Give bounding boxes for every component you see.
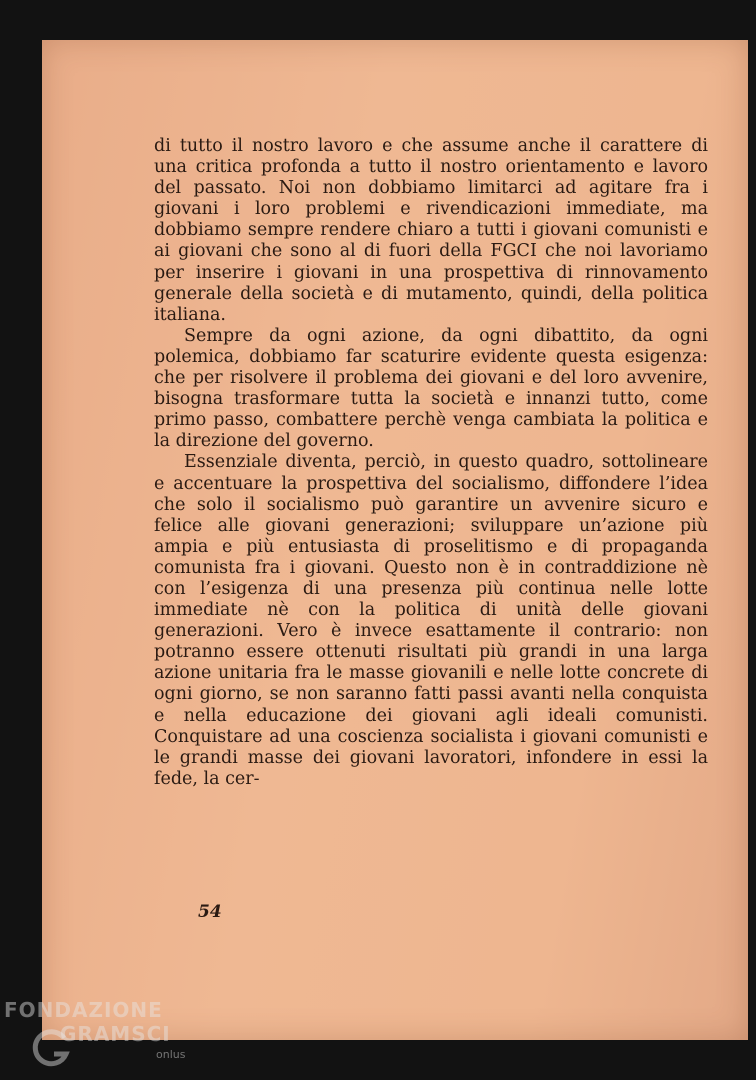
watermark-line2: GRAMSCI — [60, 1022, 171, 1046]
fondazione-gramsci-watermark — [4, 998, 204, 1078]
body-text — [154, 136, 708, 790]
watermark-line1: FONDAZIONE — [4, 998, 163, 1022]
paragraph-3: Essenziale diventa, perciò, in questo quadro, sottolineare e accentuare la prospettiva del socialismo, diffondere l’idea che solo il socialismo può garantire un avvenire sicuro e felice alle giovani generazioni; sviluppare un’azione più ampia e più entusiasta di proselitismo e di propaganda comunista fra i giovani. Questo non è in contraddizione nè con l’esigenza di una presenza più continua nelle lotte immediate nè con la politica di unità delle giovani generazioni. Vero è invece esattamente il contrario: non potranno essere ottenuti risultati più grandi in una larga azione unitaria fra le masse giovanili e nelle lotte concrete di ogni giorno, se non saranno fatti passi avanti nella conquista e nella educazione dei giovani agli ideali comunisti. Conquistare ad una coscienza socialista i giovani comunisti e le grandi masse dei giovani lavoratori, infondere in essi la fede, la cer- — [154, 452, 708, 789]
paragraph-1: di tutto il nostro lavoro e che assume anche il carattere di una critica profonda a tutto il nostro orientamento e lavoro del passato. Noi non dobbiamo limitarci ad agitare fra i giovani i loro problemi e rivendicazioni immediate, ma dobbiamo sempre rendere chiaro a tutti i giovani comunisti e ai giovani che sono al di fuori della FGCI che noi lavoriamo per inserire i giovani in una prospettiva di rinnovamento generale della società e di mutamento, quindi, della politica italiana. — [154, 136, 708, 325]
paragraph-2: Sempre da ogni azione, da ogni dibattito, da ogni polemica, dobbiamo far scaturire evidente questa esigenza: che per risolvere il problema dei giovani e del loro avvenire, bisogna trasformare tutta la società e innanzi tutto, come primo passo, combattere perchè venga cambiata la politica e la direzione del governo. — [154, 325, 708, 452]
watermark-suffix: onlus — [156, 1048, 186, 1061]
page-number: 54 — [198, 902, 222, 922]
